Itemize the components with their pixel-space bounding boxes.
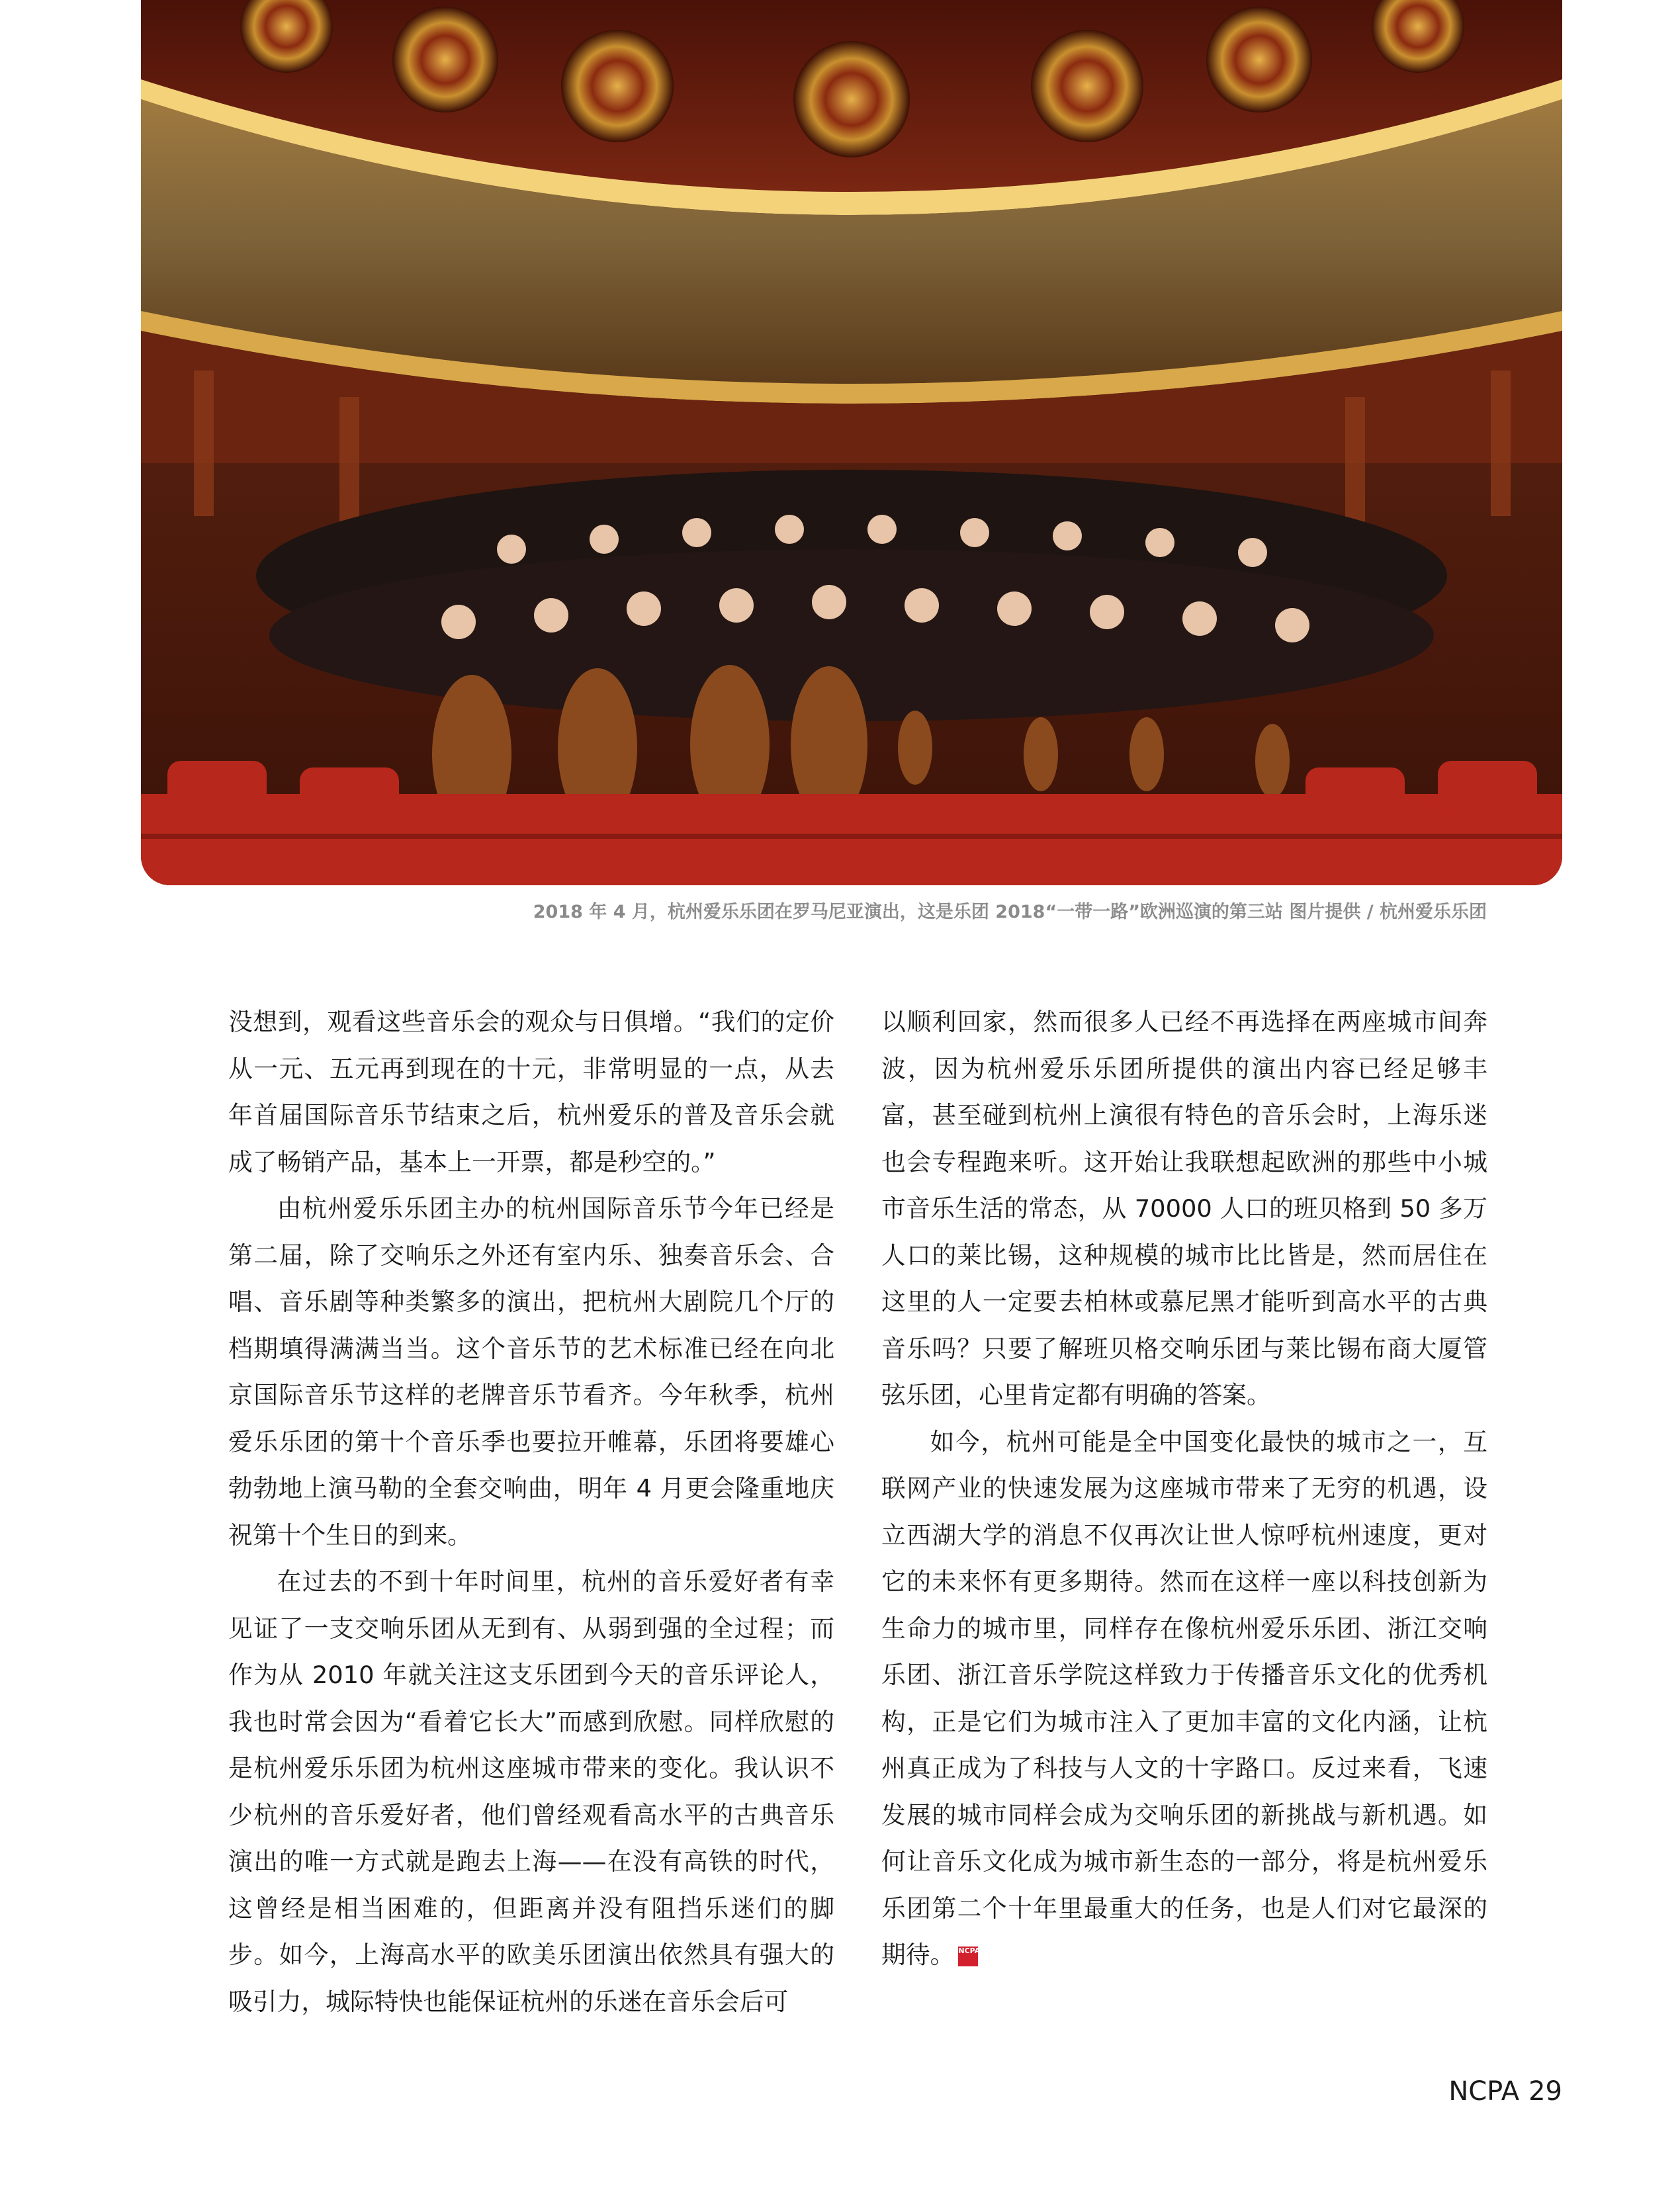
photo-caption: 2018 年 4 月，杭州爱乐乐团在罗马尼亚演出，这是乐团 2018“一带一路”欧洲巡演的第三站 图片提供 / 杭州爱乐乐团 (533, 902, 1487, 922)
paragraph: 在过去的不到十年时间里，杭州的音乐爱好者有幸见证了一支交响乐团从无到有、从弱到强的全过程；而作为从 2010 年就关注这支乐团到今天的音乐评论人，我也时常会因为“看着它长大”而感到欣慰。同样欣慰的是杭州爱乐乐团为杭州这座城市带来的变化。我认识不少杭州的音乐爱好者，他们曾经观看高水平的古典音乐演出的唯一方式就是跑去上海——在没有高铁的时代，这曾经是相当困难的，但距离并没有阻挡乐迷们的脚步。如今，上海高水平的欧美乐团演出依然具有强大的吸引力，城际特快也能保证杭州的乐迷在音乐会后可 (228, 1567, 834, 2016)
page-folio (1439, 2076, 1562, 2107)
paragraph-text: 如今，杭州可能是全中国变化最快的城市之一，互联网产业的快速发展为这座城市带来了无穷的机遇，设立西湖大学的消息不仅再次让世人惊呼杭州速度，更对它的未来怀有更多期待。然而在这样一座以科技创新为生命力的城市里，同样存在像杭州爱乐乐团、浙江交响乐团、浙江音乐学院这样致力于传播音乐文化的优秀机构，正是它们为城市注入了更加丰富的文化内涵，让杭州真正成为了科技与人文的十字路口。反过来看，飞速发展的城市同样会成为交响乐团的新挑战与新机遇。如何让音乐文化成为城市新生态的一部分，将是杭州爱乐乐团第二个十年里最重大的任务，也是人们对它最深的期待。 (881, 1427, 1487, 1969)
article-column-right (881, 999, 1487, 1979)
paragraph: 以顺利回家，然而很多人已经不再选择在两座城市间奔波，因为杭州爱乐乐团所提供的演出内容已经足够丰富，甚至碰到杭州上演很有特色的音乐会时，上海乐迷也会专程跑来听。这开始让我联想起欧洲的那些中小城市音乐生活的常态，从 70000 人口的班贝格到 50 多万人口的莱比锡，这种规模的城市比比皆是，然而居住在这里的人一定要去柏林或慕尼黑才能听到高水平的古典音乐吗？只要了解班贝格交响乐团与莱比锡布商大厦管弦乐团，心里肯定都有明确的答案。 (881, 1008, 1487, 1409)
paragraph: 由杭州爱乐乐团主办的杭州国际音乐节今年已经是第二届，除了交响乐之外还有室内乐、独奏音乐会、合唱、音乐剧等种类繁多的演出，把杭州大剧院几个厅的档期填得满满当当。这个音乐节的艺术标准已经在向北京国际音乐节这样的老牌音乐节看齐。今年秋季，杭州爱乐乐团的第十个音乐季也要拉开帷幕，乐团将要雄心勃勃地上演马勒的全套交响曲，明年 4 月更会隆重地庆祝第十个生日的到来。 (228, 1194, 834, 1550)
magazine-name: NCPA (1448, 2076, 1520, 2107)
page-number: 29 (1528, 2076, 1562, 2107)
paragraph-last (881, 1419, 1487, 1979)
audience-group (256, 470, 1447, 834)
paragraph: 没想到，观看这些音乐会的观众与日俱增。“我们的定价从一元、五元再到现在的十元，非常明显的一点，从去年首届国际音乐节结束之后，杭州爱乐的普及音乐会就成了畅销产品，基本上一开票，都是秒空的。” (228, 1008, 834, 1176)
orchestra-photo (141, 0, 1562, 885)
concert-hall-illustration (141, 0, 1562, 885)
article-column-left (228, 999, 834, 2025)
ncpa-endmark-icon: NCPA (958, 1947, 978, 1966)
